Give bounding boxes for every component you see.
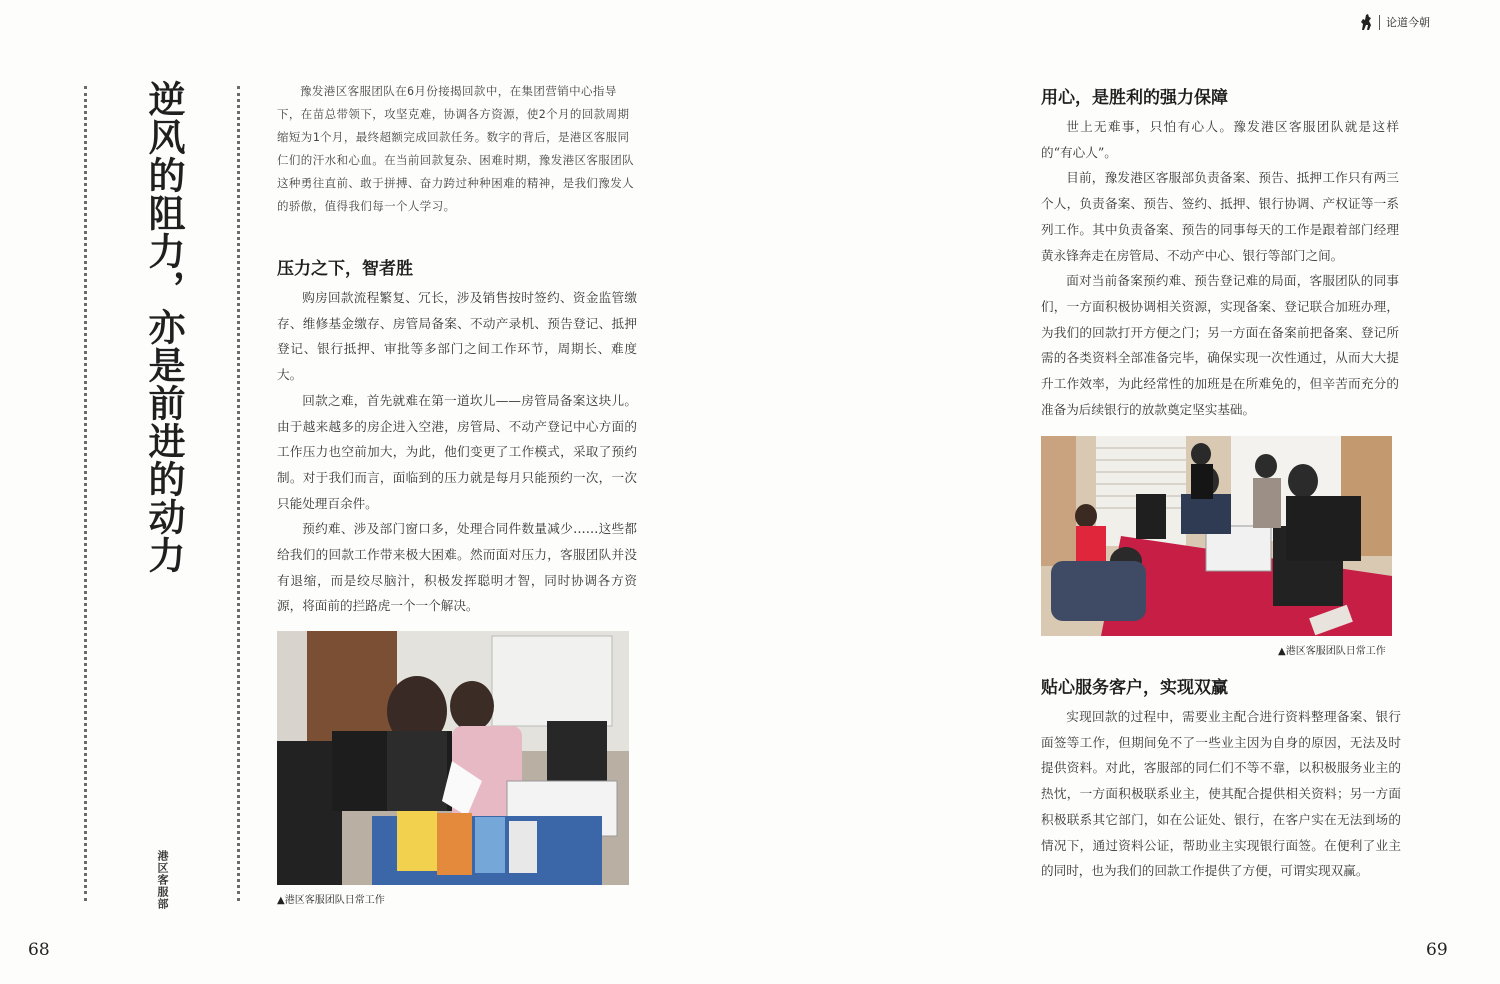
section2-body	[1041, 114, 1399, 422]
paragraph: 购房回款流程繁复、冗长，涉及销售按时签约、资金监管缴存、维修基金缴存、房管局备案、不动产录机、预告登记、抵押登记、银行抵押、审批等多部门之间工作环节，周期长、难度大。	[277, 290, 637, 383]
section2-heading: 用心，是胜利的强力保障	[1041, 88, 1228, 108]
paragraph: 面对当前备案预约难、预告登记难的局面，客服团队的同事们，一方面积极协调相关资源，实现备案、登记联合加班办理，为我们的回款打开方便之门；另一方面在备案前把备案、登记所需的各类资料全部准备完毕，确保实现一次性通过，从而大大提升工作效率，为此经常性的加班是在所难免的，但辛苦而充分的准备为后续银行的放款奠定坚实基础。	[1041, 273, 1399, 417]
paragraph: 实现回款的过程中，需要业主配合进行资料整理备案、银行面签等工作，但期间免不了一些业主因为自身的原因，无法及时提供资料。对此，客服部的同仁们不等不靠，以积极服务业主的热忱，一方面积极联系业主，使其配合提供相关资料；另一方面积极联系其它部门，如在公证处、银行，在客户实在无法到场的情况下，通过资料公证，帮助业主实现银行面签。在便利了业主的同时，也为我们的回款工作提供了方便，可谓实现双赢。	[1041, 709, 1401, 879]
office-photo-left	[277, 631, 629, 885]
horse-rider-icon	[1359, 13, 1373, 31]
header-divider	[1379, 15, 1380, 30]
lead-paragraph: 豫发港区客服团队在6月份接揭回款中，在集团营销中心指导下，在苗总带领下，攻坚克难，协调各方资源，使2个月的回款周期缩短为1个月，最终超额完成回款任务。数字的背后，是港区客服同仁们的汗水和心血。在当前回款复杂、困难时期，豫发港区客服团队这种勇往直前、敢于拼搏、奋力跨过种种困难的精神，是我们豫发人的骄傲，值得我们每一个人学习。	[277, 84, 634, 213]
section3-body	[1041, 704, 1401, 884]
left-dotted-rule	[84, 86, 87, 901]
paragraph: 世上无难事，只怕有心人。豫发港区客服团队就是这样的“有心人”。	[1041, 119, 1399, 160]
page-header	[1359, 12, 1430, 32]
page-number-left: 68	[28, 940, 50, 960]
page-number-right: 69	[1426, 940, 1448, 960]
article-title: 逆风的阻力，亦是前进的动力	[142, 80, 186, 574]
paragraph: 预约难、涉及部门窗口多，处理合同件数量减少……这些都给我们的回款工作带来极大困难。然而面对压力，客服团队并没有退缩，而是绞尽脑汁，积极发挥聪明才智，同时协调各方资源，将面前的拦路虎一个一个解决。	[277, 521, 637, 614]
office-photo-right	[1041, 436, 1392, 636]
paragraph: 目前，豫发港区客服部负责备案、预告、抵押工作只有两三个人，负责备案、预告、签约、抵押、银行协调、产权证等一系列工作。其中负责备案、预告的同事每天的工作是跟着部门经理黄永锋奔走在房管局、不动产中心、银行等部门之间。	[1041, 170, 1399, 263]
paragraph: 回款之难，首先就难在第一道坎儿——房管局备案这块儿。由于越来越多的房企进入空港，房管局、不动产登记中心方面的工作压力也空前加大，为此，他们变更了工作模式，采取了预约制。对于我们而言，面临到的压力就是每月只能预约一次，一次只能处理百余件。	[277, 392, 637, 511]
section-name: 论道今朝	[1386, 16, 1430, 29]
section3-heading: 贴心服务客户，实现双赢	[1041, 678, 1228, 698]
article-author: 港区客服部	[156, 850, 169, 910]
section1-heading: 压力之下，智者胜	[277, 259, 413, 279]
section1-body	[277, 285, 637, 619]
right-dotted-rule	[237, 86, 240, 901]
photo-caption-right: ▲港区客服团队日常工作	[1278, 646, 1386, 657]
photo-caption-left: ▲港区客服团队日常工作	[277, 895, 385, 906]
